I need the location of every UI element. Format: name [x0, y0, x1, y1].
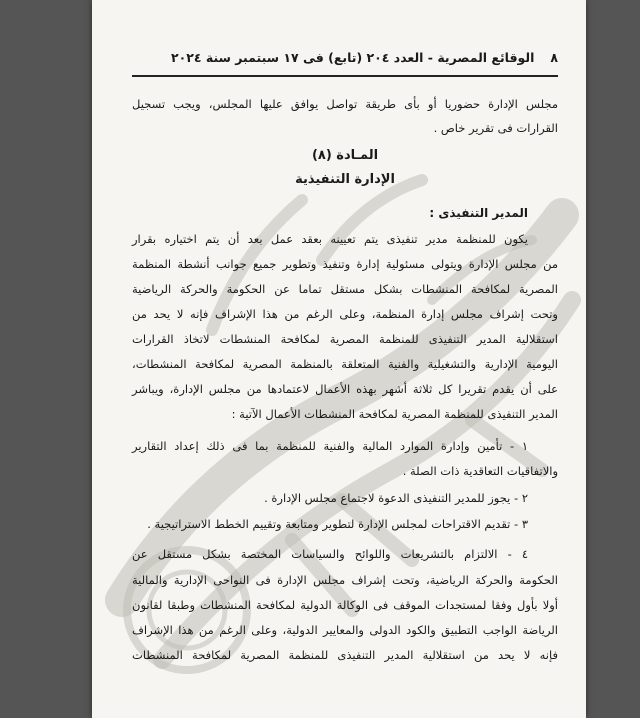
- list-item-4-cont: أولا بأول وفقا لمستجدات الموقف فى الوكالة الدولية لمكافحة المنشطات وطبقا لقانون: [132, 598, 558, 612]
- page-header: [132, 50, 558, 65]
- list-item-2: ٢ - يجوز للمدير التنفيذى الدعوة لاجتماع مجلس الإدارة .: [264, 491, 528, 505]
- paragraph-line: المدير التنفيذى للمنظمة المصرية لمكافحة المنشطات الأعمال الآتية :: [231, 407, 558, 421]
- paragraph-line: المصرية لمكافحة المنشطات بشكل مستقل تماما عن الحكومة والحركة الرياضية: [132, 282, 558, 296]
- list-item-4-cont: الحكومة والحركة الرياضية، وتحت إشراف مجلس الإدارة فى النواحى الإدارية والمالية: [132, 573, 558, 587]
- paragraph-line: اليومية الإدارية والتشغيلية والفنية المتعلقة بالمنظمة المصرية لمكافحة المنشطات،: [132, 357, 558, 371]
- document-page[interactable]: [92, 0, 586, 718]
- list-item-4-cont: الرياضة الواجب التطبيق والكود الدولى والمعايير الدولية، وعلى الرغم من هذا الإشراف: [132, 623, 558, 637]
- list-item-1: ١ - تأمين وإدارة الموارد المالية والفنية للمنظمة بما فى ذلك إعداد التقارير: [132, 439, 528, 453]
- article-subtitle: الإدارة التنفيذية: [295, 172, 395, 187]
- viewer-right-margin: [586, 0, 640, 718]
- list-item-4: ٤ - الالتزام بالتشريعات واللوائح والسياسات المختصة بشكل مستقل عن: [132, 547, 528, 561]
- paragraph-line: يكون للمنظمة مدير تنفيذى يتم تعيينه بعقد عمل بعد أن يتم اختياره بقرار: [132, 232, 528, 246]
- gazette-title: الوقائع المصرية - العدد ٢٠٤ (تابع) فى ١٧ سبتمبر سنة ٢٠٢٤: [171, 50, 535, 65]
- intro-line: مجلس الإدارة حضوريا أو بأى طريقة تواصل يوافق عليها المجلس، ويجب تسجيل: [132, 97, 558, 111]
- intro-line: القرارات فى تقرير خاص .: [433, 121, 558, 135]
- list-item-1-cont: والاتفاقيات التعاقدية ذات الصلة .: [402, 464, 558, 478]
- page-number: ٨: [550, 50, 558, 65]
- viewer-left-margin: [0, 0, 92, 718]
- paragraph-line: على أن يقدم تقريرا كل ثلاثة أشهر بهذه الأعمال لاعتمادها من مجلس الإدارة، ويباشر: [132, 382, 558, 396]
- paragraph-line: استقلالية المدير التنفيذى للمنظمة المصرية لمكافحة المنشطات لاتخاذ القرارات: [132, 332, 558, 346]
- header-rule: [132, 75, 558, 77]
- paragraph-line: وتحت إشراف مجلس إدارة المنظمة، وعلى الرغم من هذا الإشراف فإنه لا يحد من: [132, 307, 558, 321]
- article-title: المـادة (٨): [311, 148, 379, 163]
- list-item-4-cont: فإنه لا يحد من استقلالية المدير التنفيذى للمنظمة المصرية لمكافحة المنشطات: [132, 648, 558, 662]
- section-heading: المدير التنفيذى :: [429, 206, 528, 220]
- list-item-3: ٣ - تقديم الاقتراحات لمجلس الإدارة لتطوير ومتابعة وتقييم الخطط الاستراتيجية .: [147, 517, 528, 531]
- paragraph-line: من مجلس الإدارة ويتولى مسئولية إدارة وتنفيذ وتطوير جميع جوانب أنشطة المنظمة: [132, 257, 558, 271]
